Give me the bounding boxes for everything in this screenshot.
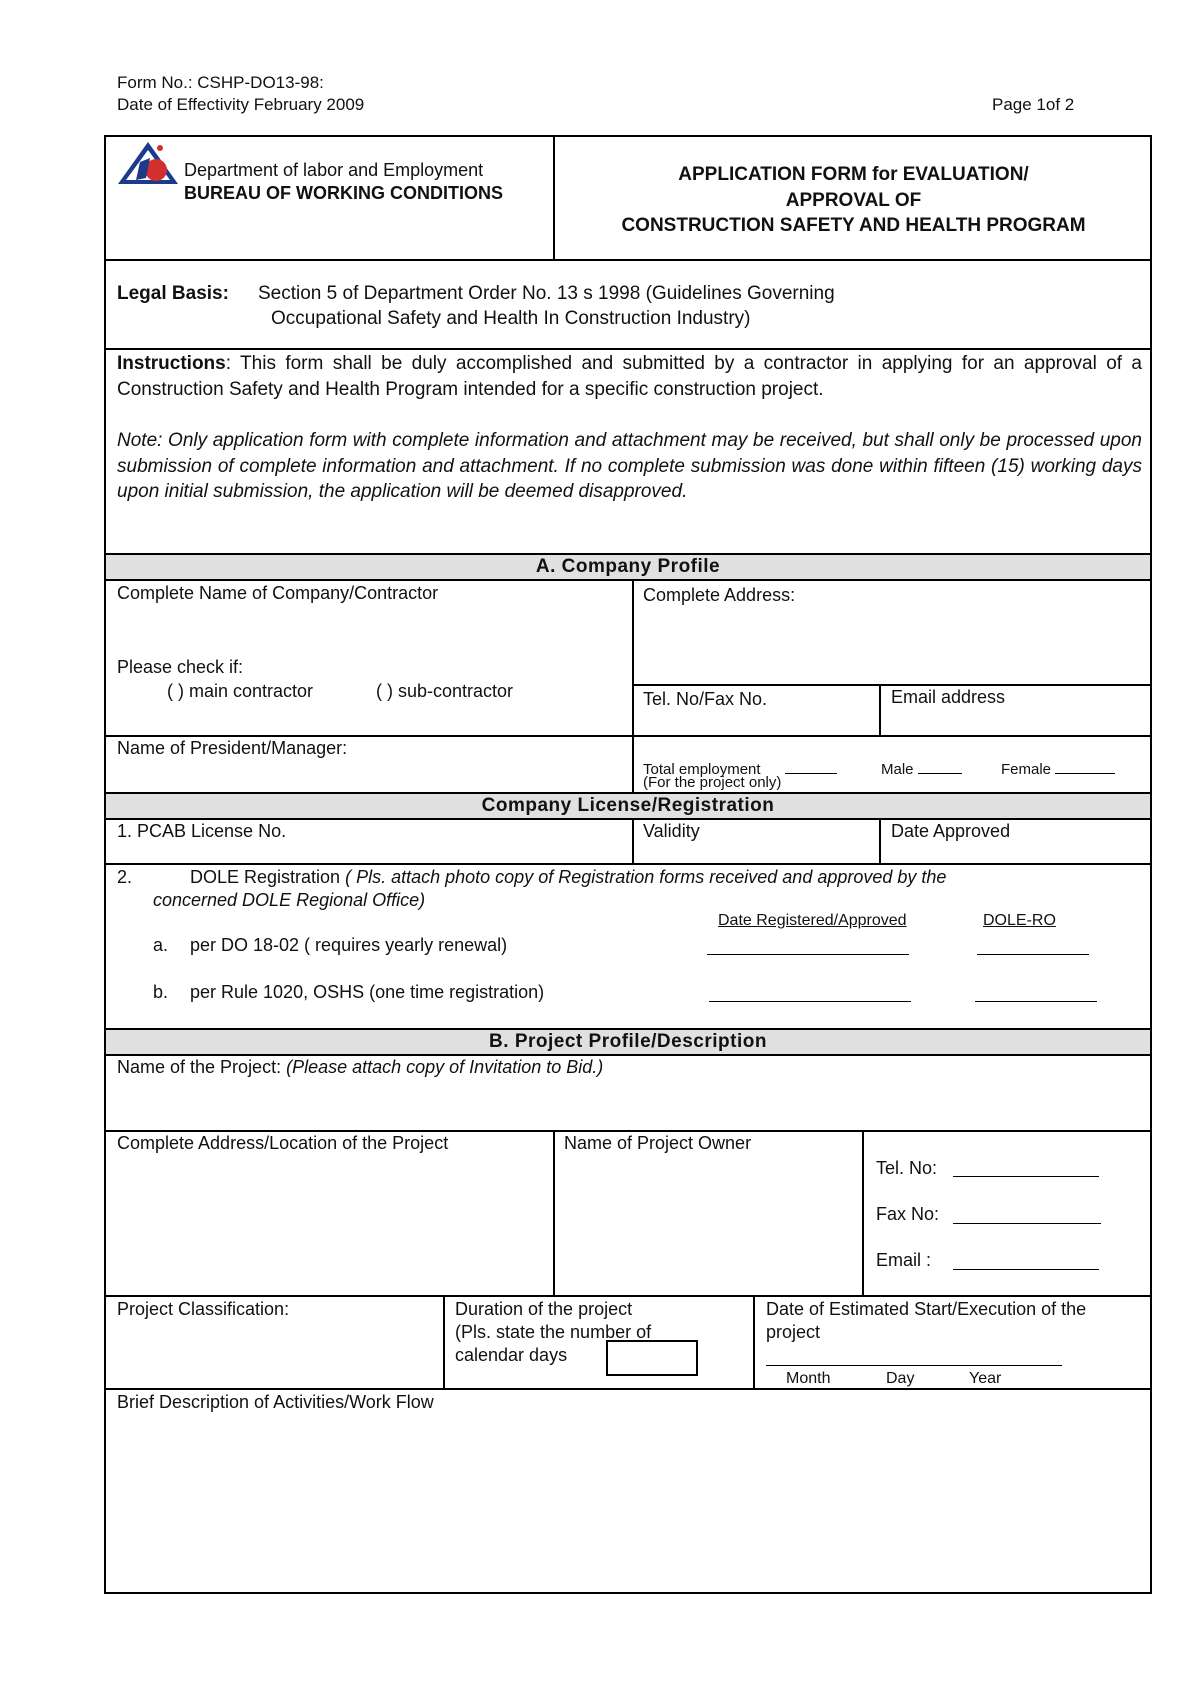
date-registered-header: Date Registered/Approved xyxy=(718,912,907,929)
item-b-date-line[interactable] xyxy=(709,1001,911,1002)
legal-basis-label: Legal Basis: xyxy=(117,283,229,304)
dole-ro-header: DOLE-RO xyxy=(983,912,1056,929)
pcab-license-label: 1. PCAB License No. xyxy=(117,821,287,841)
section-b-title: B. Project Profile/Description xyxy=(106,1030,1150,1054)
duration-days-box[interactable] xyxy=(606,1340,698,1376)
classification-label: Project Classification: xyxy=(117,1299,290,1319)
dole-logo-icon xyxy=(116,140,180,186)
owner-email-line[interactable] xyxy=(953,1269,1099,1270)
license-title: Company License/Registration xyxy=(106,794,1150,818)
start-date-line1: Date of Estimated Start/Execution of the xyxy=(766,1299,1087,1319)
activities-label: Brief Description of Activities/Work Flow xyxy=(117,1392,434,1412)
date-approved-label: Date Approved xyxy=(891,821,1011,841)
instructions-paragraph xyxy=(117,351,1142,402)
effectivity-date: Date of Effectivity February 2009 xyxy=(117,95,365,114)
duration-line1: Duration of the project xyxy=(455,1299,633,1319)
validity-label: Validity xyxy=(643,821,700,841)
item-a-text: per DO 18-02 ( requires yearly renewal) xyxy=(190,935,508,955)
form-title-line3: CONSTRUCTION SAFETY AND HEALTH PROGRAM xyxy=(621,215,1086,236)
item-b-letter: b. xyxy=(153,982,169,1002)
owner-email-label: Email : xyxy=(876,1250,932,1270)
activities-area[interactable] xyxy=(108,1416,1148,1588)
item-a-ro-line[interactable] xyxy=(977,954,1089,955)
total-employment-label: Total employment xyxy=(643,755,837,779)
form-title-line1: APPLICATION FORM for EVALUATION/ xyxy=(678,164,1029,185)
instructions-label: Instructions xyxy=(117,353,226,374)
section-a-title: A. Company Profile xyxy=(106,555,1150,579)
project-address-label: Complete Address/Location of the Project xyxy=(117,1133,449,1153)
bureau-name: BUREAU OF WORKING CONDITIONS xyxy=(184,183,503,203)
project-name-label: Name of the Project: (Please attach copy of Invitation to Bid.) xyxy=(117,1057,604,1077)
sub-contractor-option[interactable]: ( ) sub-contractor xyxy=(376,681,514,701)
dole-registration-line2: concerned DOLE Regional Office) xyxy=(153,890,426,910)
item-a-letter: a. xyxy=(153,935,169,955)
duration-line3: calendar days xyxy=(455,1345,568,1365)
month-label: Month xyxy=(786,1370,831,1387)
male-label: Male xyxy=(881,755,962,779)
female-label: Female xyxy=(1001,755,1115,779)
owner-fax-line[interactable] xyxy=(953,1223,1101,1224)
legal-basis-line1: Section 5 of Department Order No. 13 s 1998 (Guidelines Governing xyxy=(258,283,835,304)
item-b-ro-line[interactable] xyxy=(975,1001,1097,1002)
start-date-line[interactable] xyxy=(766,1365,1062,1366)
company-address-label: Complete Address: xyxy=(643,585,796,605)
duration-line2: (Pls. state the number of xyxy=(455,1322,652,1342)
dole-registration-line1: DOLE Registration ( Pls. attach photo copy of Registration forms received and approved by the xyxy=(190,867,947,887)
page-number: Page 1of 2 xyxy=(992,95,1075,114)
dole-number: 2. xyxy=(117,867,133,887)
day-label: Day xyxy=(886,1370,915,1387)
owner-tel-line[interactable] xyxy=(953,1176,1099,1177)
company-name-label: Complete Name of Company/Contractor xyxy=(117,583,439,603)
main-contractor-option[interactable]: ( ) main contractor xyxy=(167,681,314,701)
president-manager-label: Name of President/Manager: xyxy=(117,738,348,758)
tel-fax-label: Tel. No/Fax No. xyxy=(643,689,768,709)
department-name: Department of labor and Employment xyxy=(184,160,484,180)
form-number: Form No.: CSHP-DO13-98: xyxy=(117,73,324,92)
legal-basis-line2: Occupational Safety and Health In Construction Industry) xyxy=(271,308,751,329)
start-date-line2: project xyxy=(766,1322,821,1342)
instructions-note: Note: Only application form with complete information and attachment may be received, but shall only be processed upon submission of complete information and attachment. If no complete submission was done within fifteen (15) working days upon initial submission, the application will be deemed disapproved. xyxy=(117,430,1142,502)
item-b-text: per Rule 1020, OSHS (one time registration) xyxy=(190,982,545,1002)
owner-fax-label: Fax No: xyxy=(876,1204,940,1224)
employment-note: (For the project only) xyxy=(643,774,782,791)
email-address-label: Email address xyxy=(891,687,1006,707)
year-label: Year xyxy=(969,1370,1002,1387)
check-label: Please check if: xyxy=(117,657,244,677)
project-owner-label: Name of Project Owner xyxy=(564,1133,752,1153)
owner-tel-label: Tel. No: xyxy=(876,1158,938,1178)
item-a-date-line[interactable] xyxy=(707,954,909,955)
instructions-text: : This form shall be duly accomplished and submitted by a contractor in applying for an approval of a Construction Safety and Health Program intended for a specific construction project. xyxy=(117,353,1142,400)
form-title-line2: APPROVAL OF xyxy=(785,190,922,211)
